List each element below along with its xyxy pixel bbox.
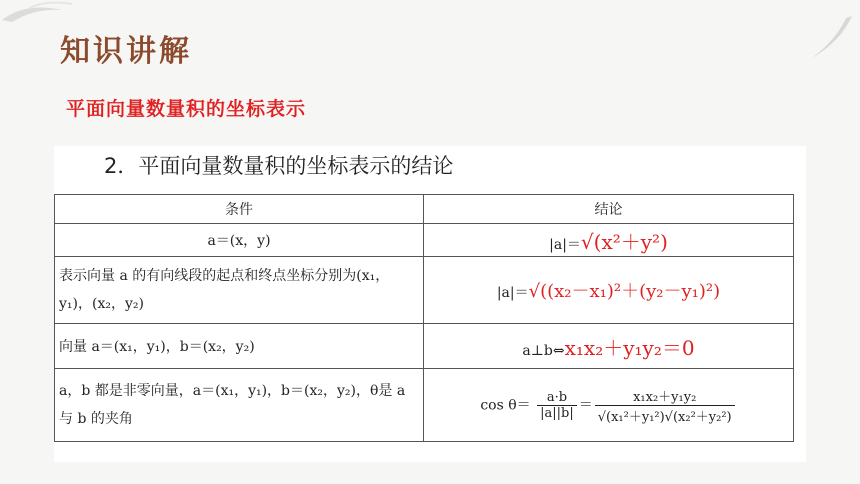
table-header-row	[55, 195, 794, 224]
content-panel	[54, 146, 806, 462]
row2-conclusion-prefix: |a|＝	[496, 285, 529, 301]
row2-condition: 表示向量 a 的有向线段的起点和终点坐标分别为(x₁，y₁)，(x₂，y₂)	[55, 257, 424, 324]
header-conclusion: 结论	[424, 195, 794, 224]
cos-fraction-coords	[595, 386, 735, 425]
row3-conclusion-formula: x₁x₂＋y₁y₂＝0	[564, 335, 695, 360]
row3-condition: 向量 a＝(x₁，y₁)，b＝(x₂，y₂)	[55, 324, 424, 369]
row3-conclusion-prefix: a⊥b⇔	[522, 342, 565, 359]
row4-condition: a，b 都是非零向量，a＝(x₁，y₁)，b＝(x₂，y₂)，θ是 a 与 b 的夹角	[55, 369, 424, 442]
table-row	[55, 324, 794, 369]
row1-conclusion	[424, 224, 794, 257]
fraction2-denominator: √(x₁²＋y₁²)√(x₂²＋y₂²)	[597, 409, 732, 425]
fraction2-numerator: x₁x₂＋y₁y₂	[595, 386, 735, 406]
fraction1-numerator: a·b	[537, 390, 577, 406]
row4-conclusion: cos θ＝ $\frac{a\cdot b}{|a||b|}$ ＝ $\frac{\text{x₁x₂＋y₁y₂}}{\text{√(x₁²＋y₁²)√(x₂²＋y₂²)}}$	[424, 369, 794, 442]
row1-conclusion-formula: √(x²＋y²)	[580, 229, 668, 254]
section-subtitle: 平面向量数量积的坐标表示	[66, 98, 307, 120]
content-heading: 2．平面向量数量积的坐标表示的结论	[104, 154, 454, 178]
table-row	[55, 224, 794, 257]
row1-condition: a＝(x，y)	[55, 224, 424, 257]
cos-fraction-vector	[537, 390, 577, 421]
brush-stroke-top-right	[800, 12, 858, 62]
conclusion-table	[54, 194, 794, 442]
row2-conclusion-formula: √((x₂－x₁)²＋(y₂－y₁)²)	[528, 281, 721, 302]
row2-conclusion	[424, 257, 794, 324]
row1-conclusion-prefix: |a|＝	[549, 236, 581, 253]
fraction1-denominator: |a||b|	[540, 405, 574, 421]
table-row	[55, 369, 794, 442]
page-title: 知识讲解	[60, 34, 192, 69]
header-condition: 条件	[55, 195, 424, 224]
row3-conclusion	[424, 324, 794, 369]
table-row	[55, 257, 794, 324]
row4-conclusion-prefix: cos θ＝	[480, 397, 531, 413]
